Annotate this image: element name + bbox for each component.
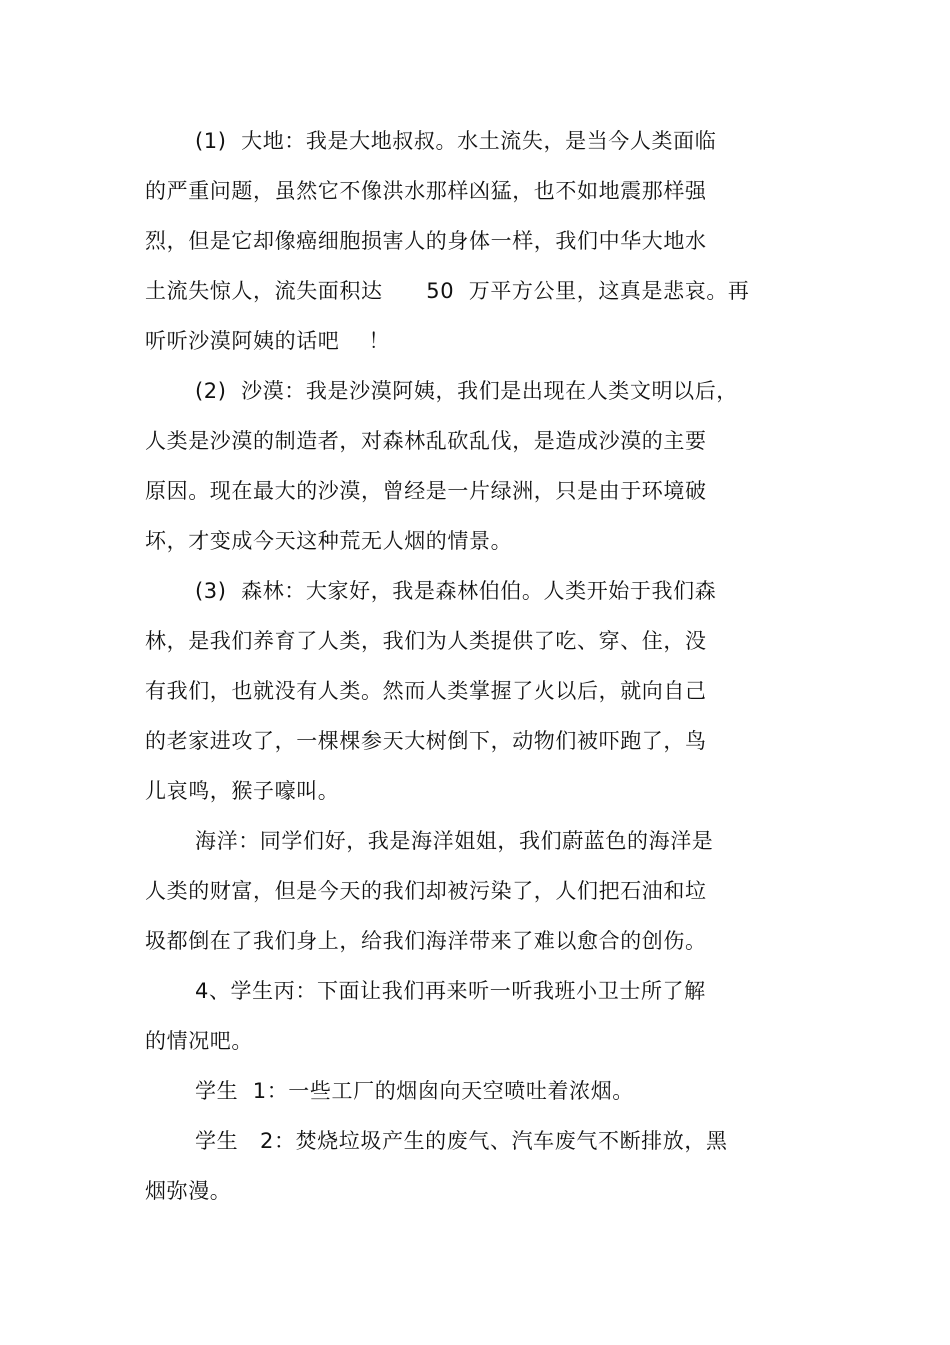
text-line: 学生 2：焚烧垃圾产生的废气、汽车废气不断排放，黑 (195, 1129, 728, 1153)
text-line: 烟弥漫。 (145, 1179, 232, 1203)
text-line: 有我们，也就没有人类。然而人类掌握了火以后，就向自己 (145, 679, 707, 703)
text-line: 学生 1：一些工厂的烟囱向天空喷吐着浓烟。 (195, 1079, 634, 1103)
text-line: 海洋：同学们好，我是海洋姐姐，我们蔚蓝色的海洋是 (195, 829, 714, 853)
text-line: (3) 森林：大家好，我是森林伯伯。人类开始于我们森 (195, 579, 717, 603)
text-line: 烈，但是它却像癌细胞损害人的身体一样，我们中华大地水 (145, 229, 707, 253)
text-line: 的严重问题，虽然它不像洪水那样凶猛，也不如地震那样强 (145, 179, 707, 203)
text-line: (1) 大地：我是大地叔叔。水土流失，是当今人类面临 (195, 129, 717, 153)
text-line: 原因。现在最大的沙漠，曾经是一片绿洲，只是由于环境破 (145, 479, 707, 503)
text-line: 圾都倒在了我们身上，给我们海洋带来了难以愈合的创伤。 (145, 929, 707, 953)
text-line: 林，是我们养育了人类，我们为人类提供了吃、穿、住，没 (145, 629, 707, 653)
text-line: 4、学生丙：下面让我们再来听一听我班小卫士所了解 (195, 979, 706, 1003)
text-line: (2) 沙漠：我是沙漠阿姨，我们是出现在人类文明以后， (195, 379, 738, 403)
text-line: 坏，才变成今天这种荒无人烟的情景。 (145, 529, 513, 553)
text-line: 听听沙漠阿姨的话吧 ！ (145, 329, 391, 353)
text-line: 的老家进攻了，一棵棵参天大树倒下，动物们被吓跑了，鸟 (145, 729, 707, 753)
text-line: 人类的财富，但是今天的我们却被污染了，人们把石油和垃 (145, 879, 707, 903)
text-line: 人类是沙漠的制造者，对森林乱砍乱伐，是造成沙漠的主要 (145, 429, 707, 453)
text-line: 儿哀鸣，猴子嚎叫。 (145, 779, 340, 803)
text-line: 土流失惊人，流失面积达 50 万平方公里，这真是悲哀。再 (145, 279, 750, 303)
text-line: 的情况吧。 (145, 1029, 253, 1053)
